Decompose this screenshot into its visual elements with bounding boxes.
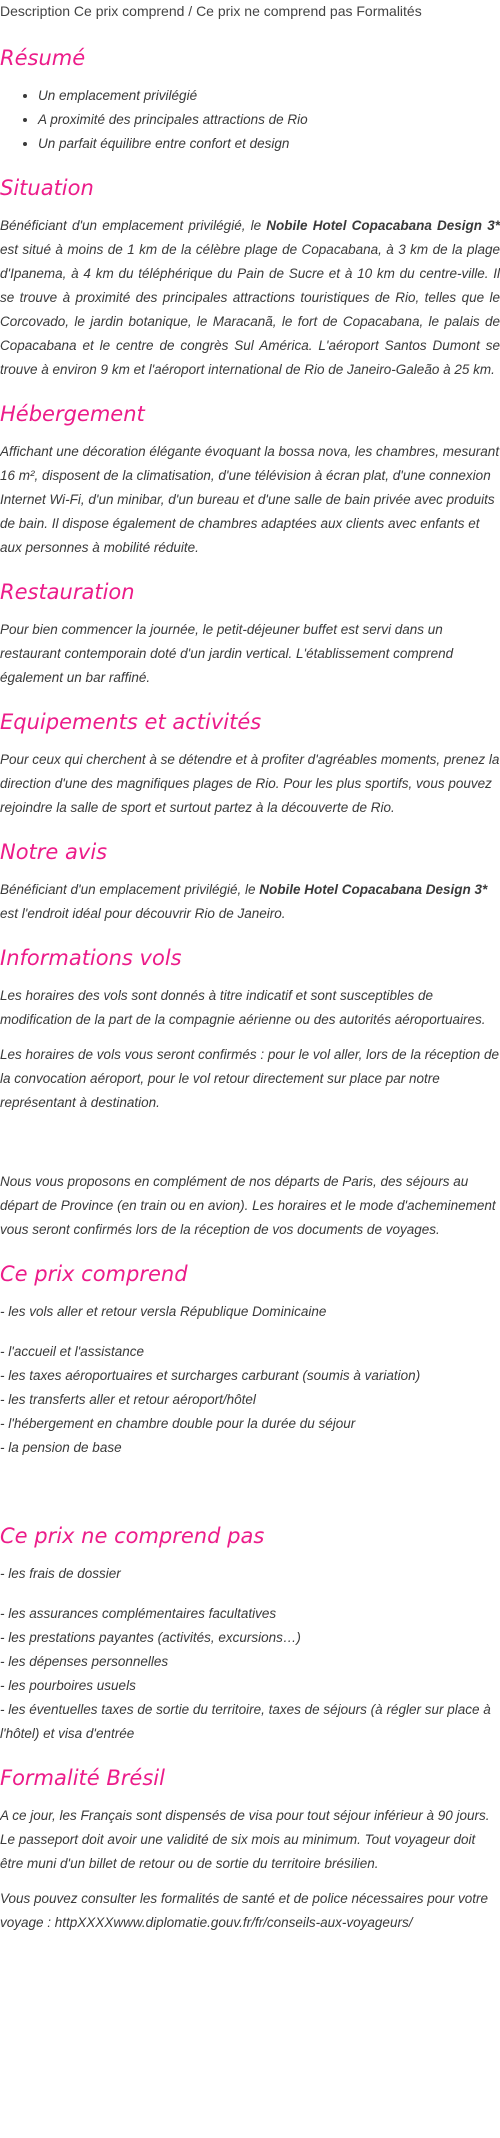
section-title-restauration: Restauration: [0, 580, 135, 604]
restauration-text: Pour bien commencer la journée, le petit-déjeuner buffet est servi dans un restaurant contemporain doté d'un jardin vertical. L'établissement comprend également un bar raffiné.: [0, 622, 454, 685]
list-item: - l'hébergement en chambre double pour la durée du séjour: [0, 1416, 356, 1431]
spacer: [0, 1126, 500, 1170]
section-resume: [0, 44, 500, 156]
list-item: - les vols aller et retour versla République Dominicaine: [0, 1304, 327, 1319]
vols-paragraph-3: Nous vous proposons en complément de nos départs de Paris, des séjours au départ de Province (en train ou en avion). Les horaires et le mode d'acheminement vous seront confirmés lors de la réception de vos documents de voyages.: [0, 1174, 496, 1237]
section-vols: [0, 944, 500, 1242]
list-item: - l'accueil et l'assistance: [0, 1344, 144, 1359]
section-title-resume: Résumé: [0, 46, 86, 70]
hotel-name: Nobile Hotel Copacabana Design 3*: [259, 882, 488, 897]
list-item: - les pourboires usuels: [0, 1678, 136, 1693]
section-title-formalite: Formalité Brésil: [0, 1766, 165, 1790]
vols-paragraph-2: Les horaires de vols vous seront confirmés : pour le vol aller, lors de la réception de la convocation aéroport, pour le vol retour directement sur place par notre représentant à destination.: [0, 1047, 500, 1110]
section-comprend: [0, 1260, 500, 1504]
section-title-vols: Informations vols: [0, 946, 182, 970]
avis-text-start: Bénéficiant d'un emplacement privilégié, le: [0, 882, 260, 897]
section-ne-comprend: [0, 1522, 500, 1746]
list-item: - la pension de base: [0, 1440, 122, 1455]
list-item: - les dépenses personnelles: [0, 1654, 169, 1669]
section-title-ne-comprend: Ce prix ne comprend pas: [0, 1524, 265, 1548]
list-item: - les transferts aller et retour aéroport/hôtel: [0, 1392, 256, 1407]
section-title-situation: Situation: [0, 176, 94, 200]
section-title-comprend: Ce prix comprend: [0, 1262, 188, 1286]
situation-text-start: Bénéficiant d'un emplacement privilégié, le: [0, 218, 267, 233]
hotel-name: Nobile Hotel Copacabana Design 3*: [266, 218, 500, 233]
list-item: • A proximité des principales attractions de Rio: [38, 108, 500, 132]
section-situation: [0, 174, 500, 382]
formalite-paragraph-1: A ce jour, les Français sont dispensés de visa pour tout séjour inférieur à 90 jours. Le passeport doit avoir une validité de six mois au minimum. Tout voyageur doit être muni d'un billet de retour ou de sortie du territoire brésilien.: [0, 1808, 490, 1871]
section-hebergement: [0, 400, 500, 560]
situation-text-end: est situé à moins de 1 km de la célèbre plage de Copacabana, à 3 km de la plage d'Ipanema, à 4 km du téléphérique du Pain de Sucre et à 10 km du centre-ville. Il se trouve à proximité des principales attractions touristiques de Rio, telles que le Corcovado, le jardin botanique, le Maracanã, le fort de Copacabana, le palais de Copacabana et le centre de congrès Sul América. L'aéroport Santos Dumont se trouve à environ 9 km et l'aéroport international de Rio de Janeiro-Galeão à 25 km.: [0, 242, 500, 377]
list-item: - les taxes aéroportuaires et surcharges carburant (soumis à variation): [0, 1368, 421, 1383]
list-item: - les frais de dossier: [0, 1566, 121, 1581]
section-formalite: [0, 1764, 500, 1935]
tabs-bar[interactable]: Description Ce prix comprend / Ce prix ne comprend pas Formalités: [0, 3, 422, 19]
section-title-avis: Notre avis: [0, 840, 108, 864]
spacer: [0, 1324, 500, 1340]
list-item: - les éventuelles taxes de sortie du territoire, taxes de séjours (à régler sur place à l'hôtel) et visa d'entrée: [0, 1702, 491, 1741]
vols-paragraph-1: Les horaires des vols sont donnés à titre indicatif et sont susceptibles de modification de la part de la compagnie aérienne ou des autorités aéroportuaires.: [0, 988, 486, 1027]
avis-text-end: est l'endroit idéal pour découvrir Rio de Janeiro.: [0, 906, 286, 921]
section-title-equipements: Equipements et activités: [0, 710, 262, 734]
formalite-paragraph-2: Vous pouvez consulter les formalités de santé et de police nécessaires pour votre voyage : httpXXXXwww.diplomatie.gouv.fr/fr/conseils-aux-voyageurs/: [0, 1891, 489, 1930]
list-item: • Un emplacement privilégié: [38, 84, 500, 108]
situation-text: [0, 214, 500, 382]
section-equipements: [0, 708, 500, 820]
resume-list: [0, 84, 500, 156]
spacer: [0, 1586, 500, 1602]
spacer: [0, 1460, 500, 1504]
section-title-hebergement: Hébergement: [0, 402, 145, 426]
avis-text: [0, 878, 500, 926]
list-item: - les assurances complémentaires facultatives: [0, 1606, 277, 1621]
section-avis: [0, 838, 500, 926]
list-item: - les prestations payantes (activités, excursions…): [0, 1630, 301, 1645]
hebergement-text: Affichant une décoration élégante évoquant la bossa nova, les chambres, mesurant 16 m², disposent de la climatisation, d'une télévision à écran plat, d'une connexion Internet Wi-Fi, d'un minibar, d'un bureau et d'une salle de bain privée avec produits de bain. Il dispose également de chambres adaptées aux clients avec enfants et aux personnes à mobilité réduite.: [0, 444, 500, 555]
section-restauration: [0, 578, 500, 690]
equipements-text: Pour ceux qui cherchent à se détendre et à profiter d'agréables moments, prenez la direction d'une des magnifiques plages de Rio. Pour les plus sportifs, vous pouvez rejoindre la salle de sport et surtout partez à la découverte de Rio.: [0, 752, 500, 815]
list-item: • Un parfait équilibre entre confort et design: [38, 132, 500, 156]
